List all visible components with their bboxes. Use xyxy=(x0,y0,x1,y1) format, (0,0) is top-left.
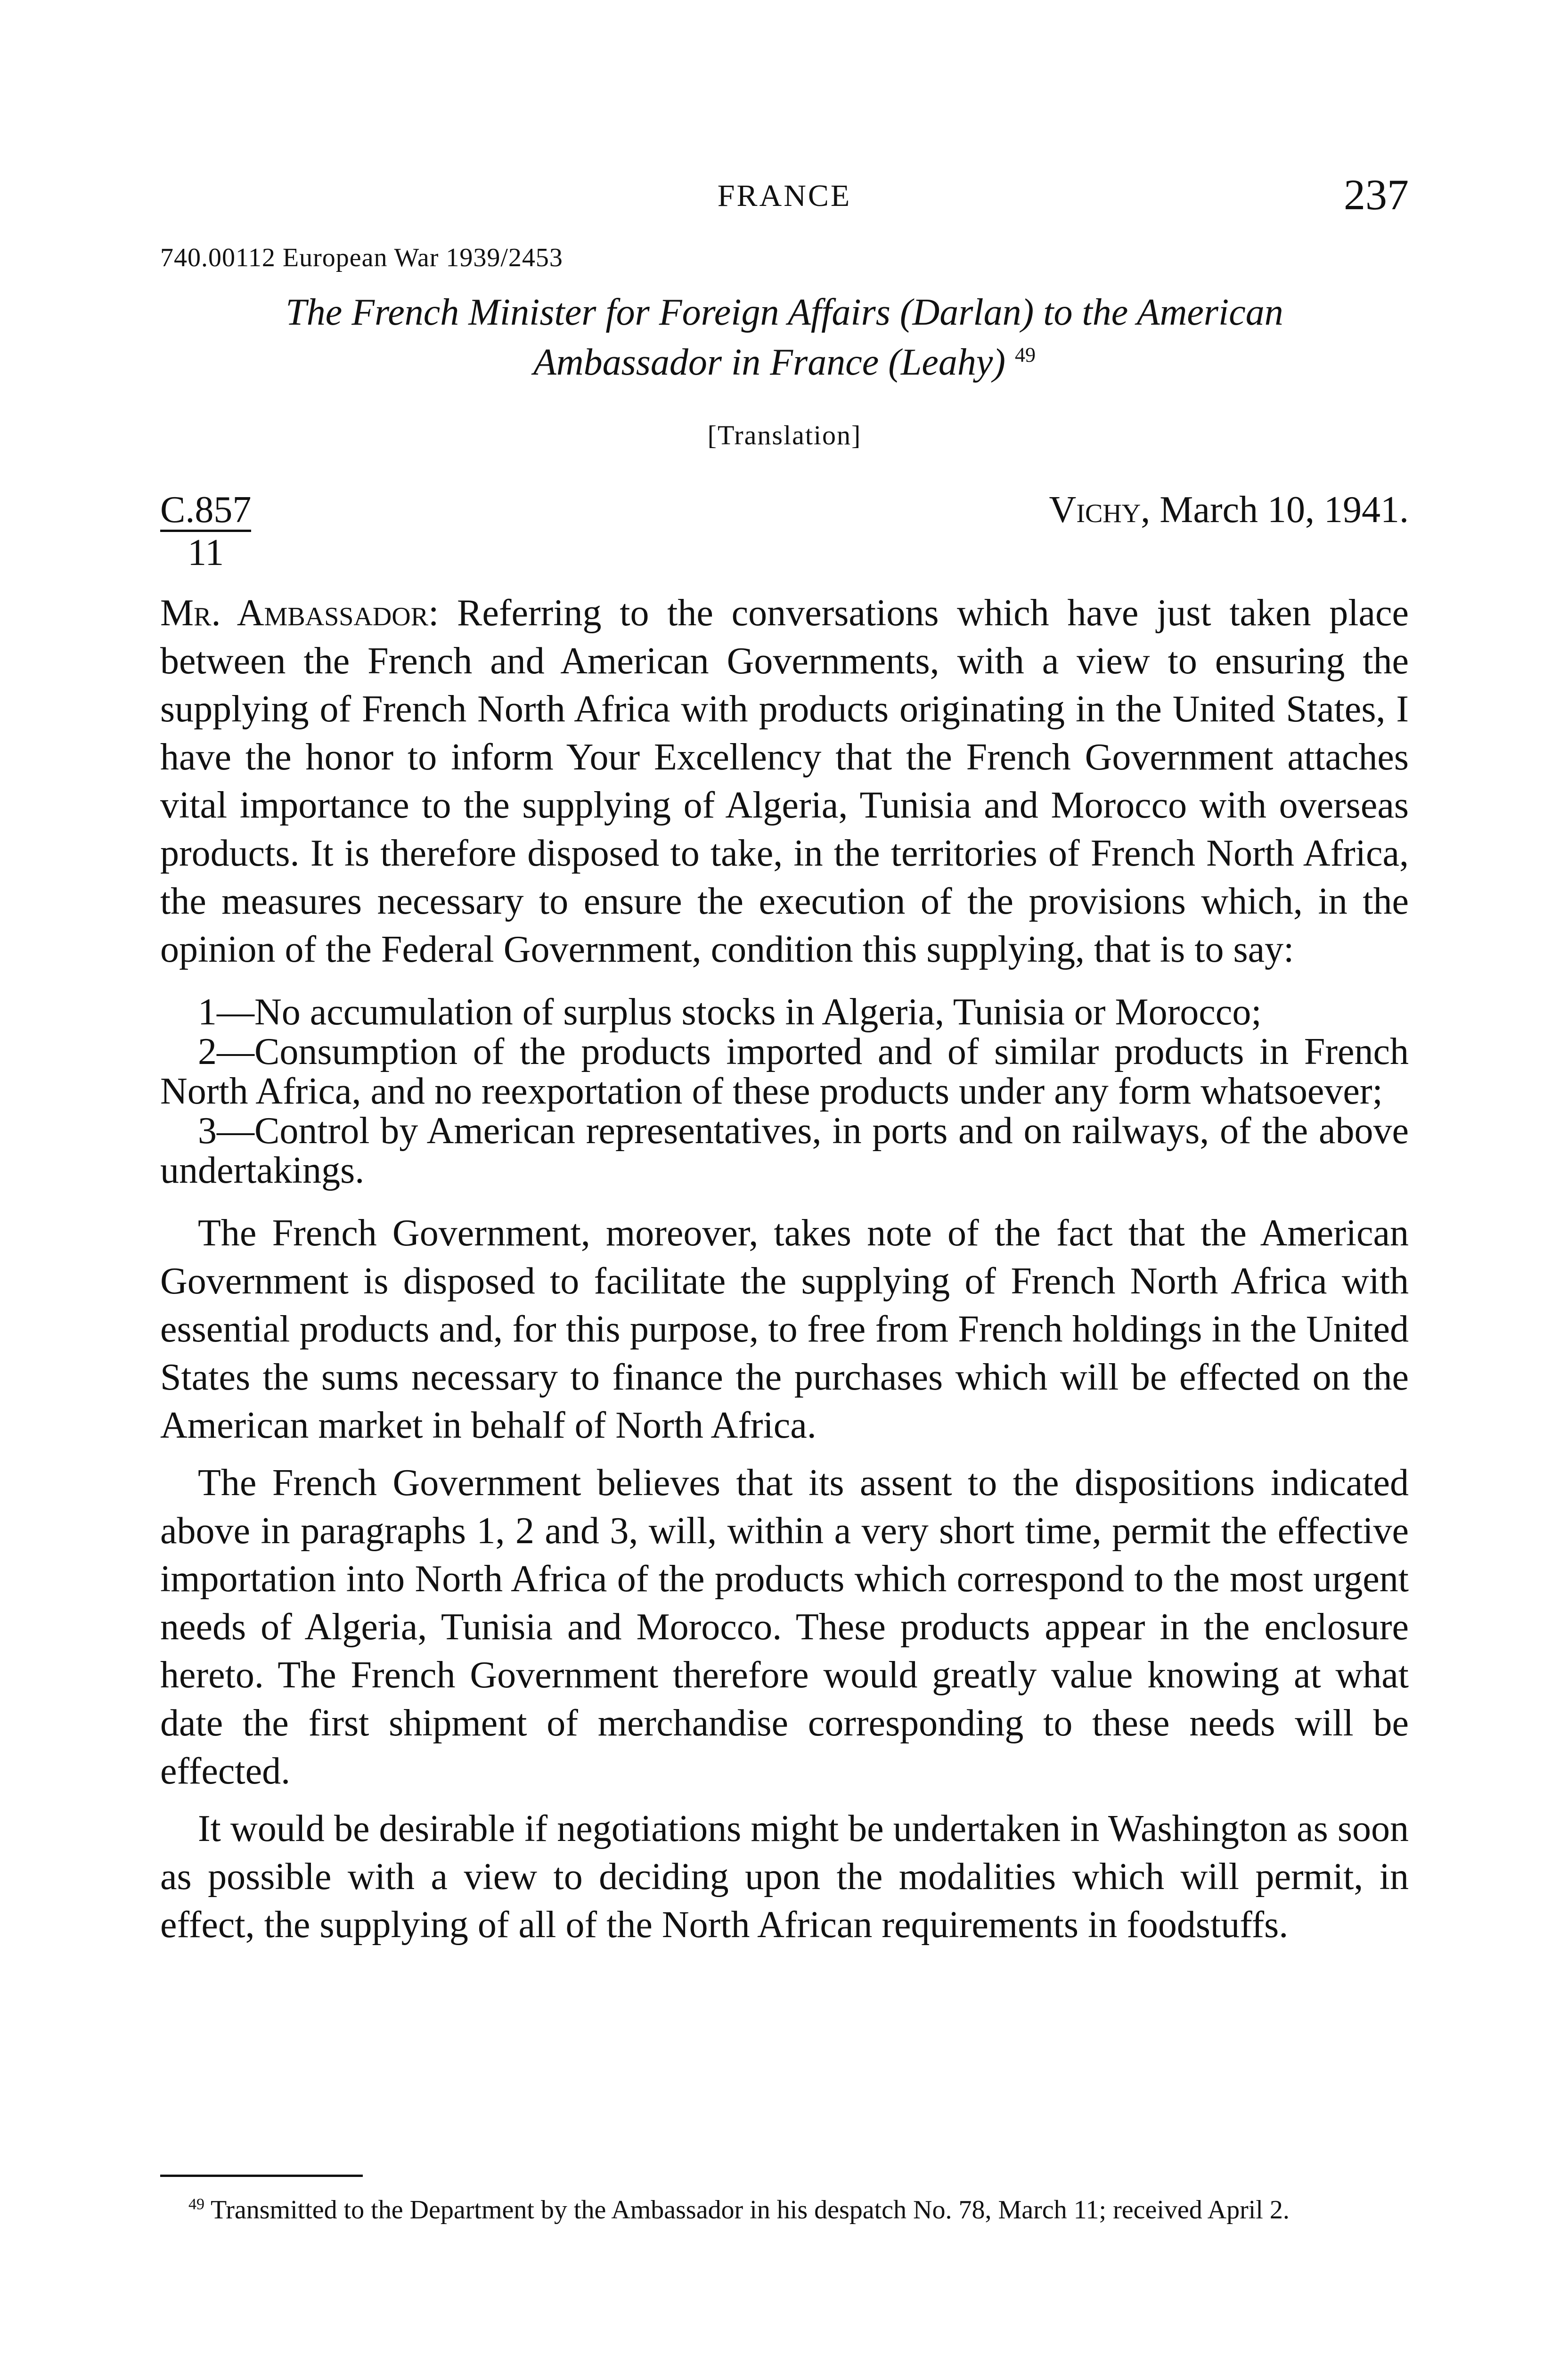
footnote-text: Transmitted to the Department by the Ambassador in his despatch No. 78, March 11; received April 2. xyxy=(211,2195,1290,2225)
place-date xyxy=(1049,490,1409,530)
footnote xyxy=(160,2191,1409,2229)
place: Vichy, xyxy=(1049,489,1151,531)
document-number xyxy=(160,490,251,573)
running-head-title: FRANCE xyxy=(717,179,852,213)
list-item: 3—Control by American representatives, in ports and on railways, of the above undertakings. xyxy=(160,1110,1409,1191)
heading-footnote-ref: 49 xyxy=(1015,343,1036,367)
opening-paragraph xyxy=(160,589,1409,973)
heading-line-1: The French Minister for Foreign Affairs (Darlan) to the American xyxy=(286,292,1283,333)
footnote-number: 49 xyxy=(188,2195,204,2213)
list-item: 2—Consumption of the products imported and of similar products in French North Africa, and no reexportation of these products under any form whatsoever; xyxy=(160,1031,1409,1112)
letter-body xyxy=(160,589,1409,1949)
translation-note: [Translation] xyxy=(707,420,862,450)
provisions-list xyxy=(160,992,1409,1190)
document-number-top: C.857 xyxy=(160,489,252,531)
list-item: 1—No accumulation of surplus stocks in Algeria, Tunisia or Morocco; xyxy=(198,991,1262,1033)
date: March 10, 1941. xyxy=(1160,489,1409,531)
running-head xyxy=(160,170,1409,221)
file-number: 740.00112 European War 1939/2453 xyxy=(160,243,563,272)
salutation: Mr. Ambassador: xyxy=(160,592,439,634)
page-number: 237 xyxy=(1344,171,1409,219)
document-number-bottom: 11 xyxy=(160,530,251,573)
footnote-divider xyxy=(160,2175,363,2177)
heading-line-2-wrap xyxy=(160,337,1409,387)
paragraph-4: It would be desirable if negotiations might be undertaken in Washington as soon as possible with a view to deciding upon the modalities which will permit, in effect, the supplying of all of the North African requirements in foodstuffs. xyxy=(160,1808,1409,1946)
document-heading xyxy=(160,287,1409,387)
paragraph-1: Referring to the conversations which have just taken place between the French and American Governments, with a view to ensuring the supplying of French North Africa with products originating in the United States, I have the honor to inform Your Excellency that the French Government attaches vital importance to the supplying of Algeria, Tunisia and Morocco with overseas products. It is therefore disposed to take, in the territories of French North Africa, the measures necessary to ensure the execution of the provisions which, in the opinion of the Federal Government, condition this supplying, that is to say: xyxy=(160,592,1409,970)
paragraph-3: The French Government believes that its assent to the dispositions indicated above in paragraphs 1, 2 and 3, will, within a very short time, permit the effective importation into North Africa of the products which correspond to the most urgent needs of Algeria, Tunisia and Morocco. These products appear in the enclosure hereto. The French Government therefore would greatly value knowing at what date the first shipment of merchandise corresponding to these needs will be effected. xyxy=(160,1462,1409,1792)
heading-line-2: Ambassador in France (Leahy) xyxy=(533,342,1006,383)
paragraph-2: The French Government, moreover, takes note of the fact that the American Government is disposed to facilitate the supplying of French North Africa with essential products and, for this purpose, to free from French holdings in the United States the sums necessary to finance the purchases which will be effected on the American market in behalf of North Africa. xyxy=(160,1212,1409,1446)
